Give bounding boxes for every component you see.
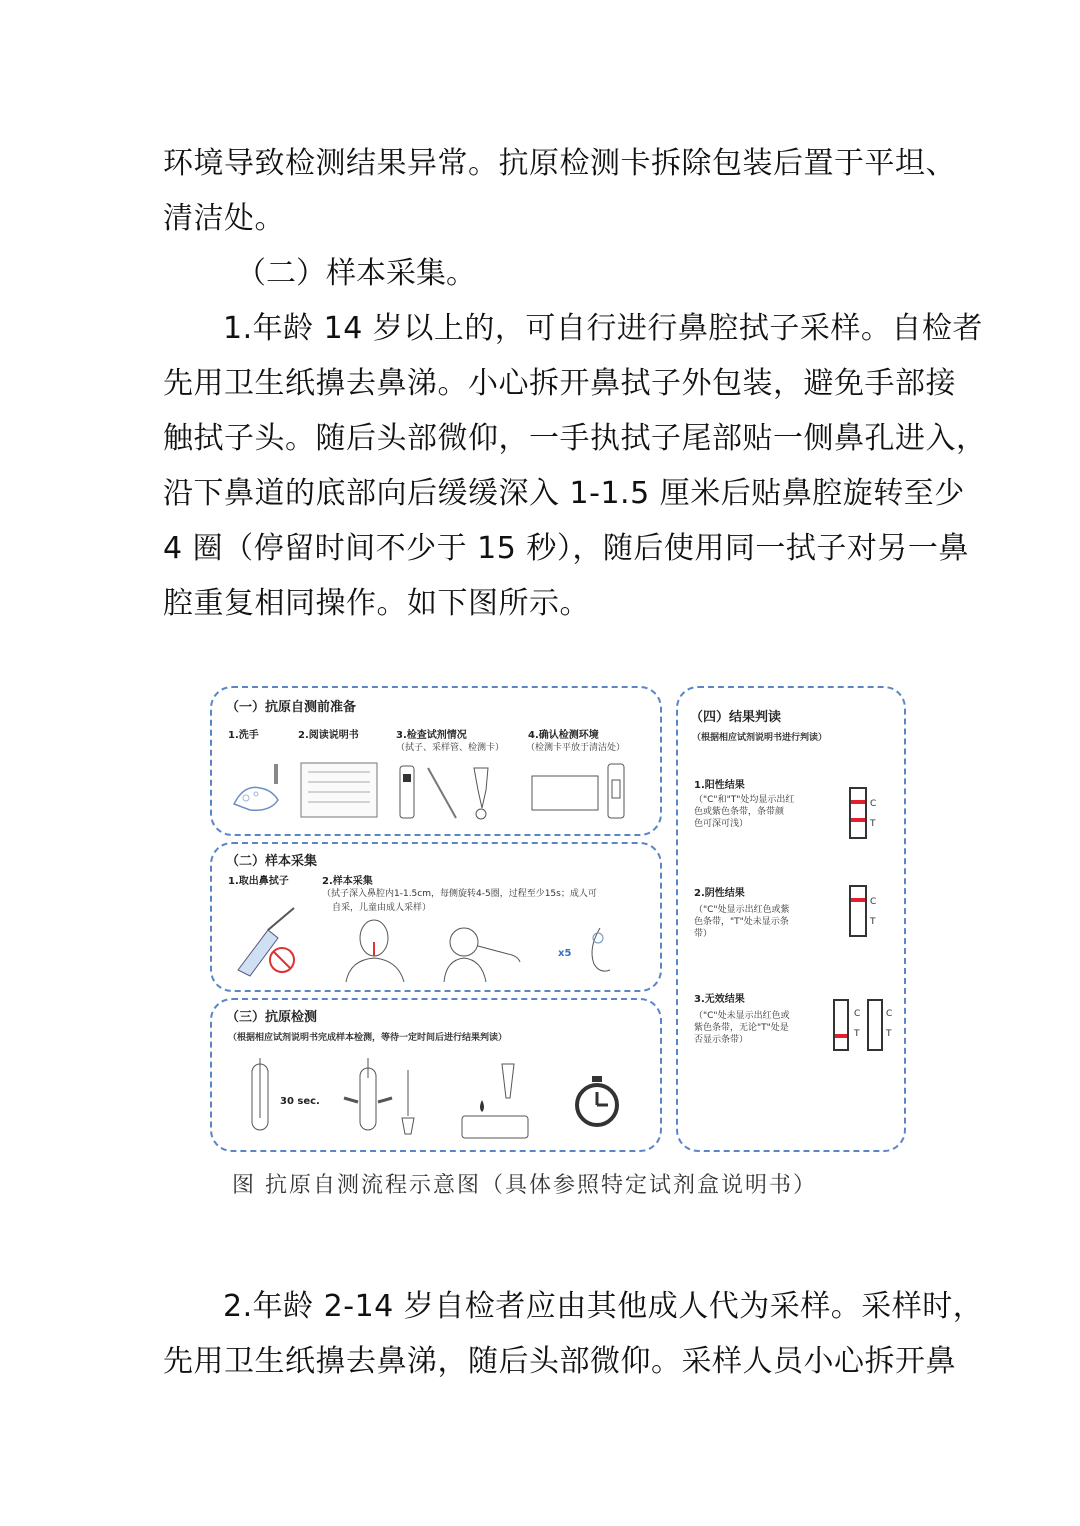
paragraph-environment [163, 136, 956, 246]
text-line: 触拭子头。随后头部微仰，一手执拭子尾部贴一侧鼻孔进入， [163, 421, 987, 456]
t-marker: T [870, 917, 876, 927]
dropper-cap-icon [398, 1068, 418, 1140]
rotation-count: x5 [558, 948, 572, 959]
text-line: 2.年龄 2-14 岁自检者应由其他成人代为采样。采样时， [223, 1289, 984, 1324]
t-marker: T [870, 819, 876, 829]
result-negative-label: 2.阴性结果 [694, 888, 745, 899]
step-note: （根据相应试剂说明书完成样本检测，等待一定时间后进行结果判读） [228, 1033, 508, 1043]
antigen-test-flow-figure [210, 686, 910, 1156]
drop-on-card-icon [458, 1060, 538, 1142]
note-line: 色或紫色条带，条带颜 [694, 807, 785, 817]
text-line: 1.年龄 14 岁以上的，可自行进行鼻腔拭子采样。自检者 [223, 311, 983, 346]
note-line: 色可深可浅） [694, 819, 749, 829]
text-line: 环境导致检测结果异常。抗原检测卡拆除包装后置于平坦、 [163, 146, 956, 181]
step-note: （拭子深入鼻腔内1-1.5cm，每侧旋转4-5圈，过程至少15s；成人可 [322, 889, 597, 899]
instruction-manual-icon [300, 762, 378, 818]
squeeze-tube-icon [340, 1058, 396, 1140]
result-note [694, 1010, 790, 1046]
sample-tube-icon [242, 1058, 282, 1140]
step-note: （检测卡平放于清洁处） [526, 743, 626, 753]
step-label: 2.阅读说明书 [298, 730, 359, 741]
box-title: （四）结果判读 [690, 710, 782, 725]
t-marker: T [854, 1029, 860, 1039]
step-label: 2.样本采集 [322, 876, 373, 887]
timer-label: 30 sec. [280, 1096, 320, 1107]
result-note [694, 794, 794, 830]
c-marker: C [870, 799, 877, 809]
c-marker: C [886, 1009, 893, 1019]
step-note: （根据相应试剂说明书进行判读） [692, 733, 828, 743]
step-label: 1.洗手 [228, 730, 259, 741]
flat-surface-test-card-icon [530, 760, 640, 824]
step-label: 1.取出鼻拭子 [228, 876, 289, 887]
note-line: （"C"处显示出红色或紫 [694, 905, 790, 915]
note-line: 否显示条带） [694, 1035, 749, 1045]
result-invalid-label: 3.无效结果 [694, 994, 745, 1005]
text-line: 腔重复相同操作。如下图所示。 [163, 586, 590, 621]
test-kit-contents-icon [396, 760, 506, 824]
text-line: 4 圈（停留时间不少于 15 秒），随后使用同一拭子对另一鼻 [163, 531, 969, 566]
text-line: 先用卫生纸擤去鼻涕。小心拆开鼻拭子外包装，避免手部接 [163, 366, 956, 401]
box-result-interpretation [676, 686, 906, 1152]
swab-package-icon [228, 900, 308, 980]
step-label: 3.检查试剂情况 [396, 730, 467, 741]
box-antigen-test [210, 998, 662, 1152]
box-title: （二）样本采集 [226, 854, 318, 869]
stopwatch-icon [572, 1074, 622, 1130]
section-heading: （二）样本采集。 [236, 256, 476, 291]
child-swab-icon [438, 924, 528, 982]
step-note: （拭子、采样管、检测卡） [396, 743, 505, 753]
c-marker: C [854, 1009, 861, 1019]
note-line: （"C"和"T"处均显示出红 [694, 795, 795, 805]
box-title: （三）抗原检测 [226, 1010, 318, 1025]
figure-caption: 图 抗原自测流程示意图（具体参照特定试剂盒说明书） [232, 1173, 817, 1198]
result-note [694, 904, 790, 940]
invalid-test-strip-1 [832, 998, 852, 1054]
step-note: 自采，儿童由成人采样） [332, 903, 432, 913]
note-line: （"C"处未显示出红色或 [694, 1011, 790, 1021]
t-marker: T [886, 1029, 892, 1039]
note-line: 紫色条带，无论"T"处是 [694, 1023, 789, 1033]
nose-rotation-icon [580, 924, 620, 980]
text-line: 清洁处。 [163, 201, 285, 236]
paragraph-sampling-adult [163, 301, 987, 631]
box-title: （一）抗原自测前准备 [226, 700, 357, 715]
step-label: 4.确认检测环境 [528, 730, 599, 741]
invalid-test-strip-2 [866, 998, 886, 1054]
note-line: 带） [694, 929, 713, 939]
box-preparation [210, 686, 662, 836]
paragraph-sampling-child [163, 1279, 984, 1389]
result-positive-label: 1.阳性结果 [694, 780, 745, 791]
box-sample-collection [210, 842, 662, 992]
hand-washing-icon [226, 754, 296, 820]
negative-test-strip [848, 884, 888, 940]
c-marker: C [870, 897, 877, 907]
note-line: 色条带，"T"处未显示条 [694, 917, 789, 927]
text-line: 沿下鼻道的底部向后缓缓深入 1-1.5 厘米后贴鼻腔旋转至少 [163, 476, 965, 511]
person-self-swab-icon [340, 916, 410, 982]
text-line: 先用卫生纸擤去鼻涕，随后头部微仰。采样人员小心拆开鼻 [163, 1344, 956, 1379]
positive-test-strip [848, 786, 888, 842]
